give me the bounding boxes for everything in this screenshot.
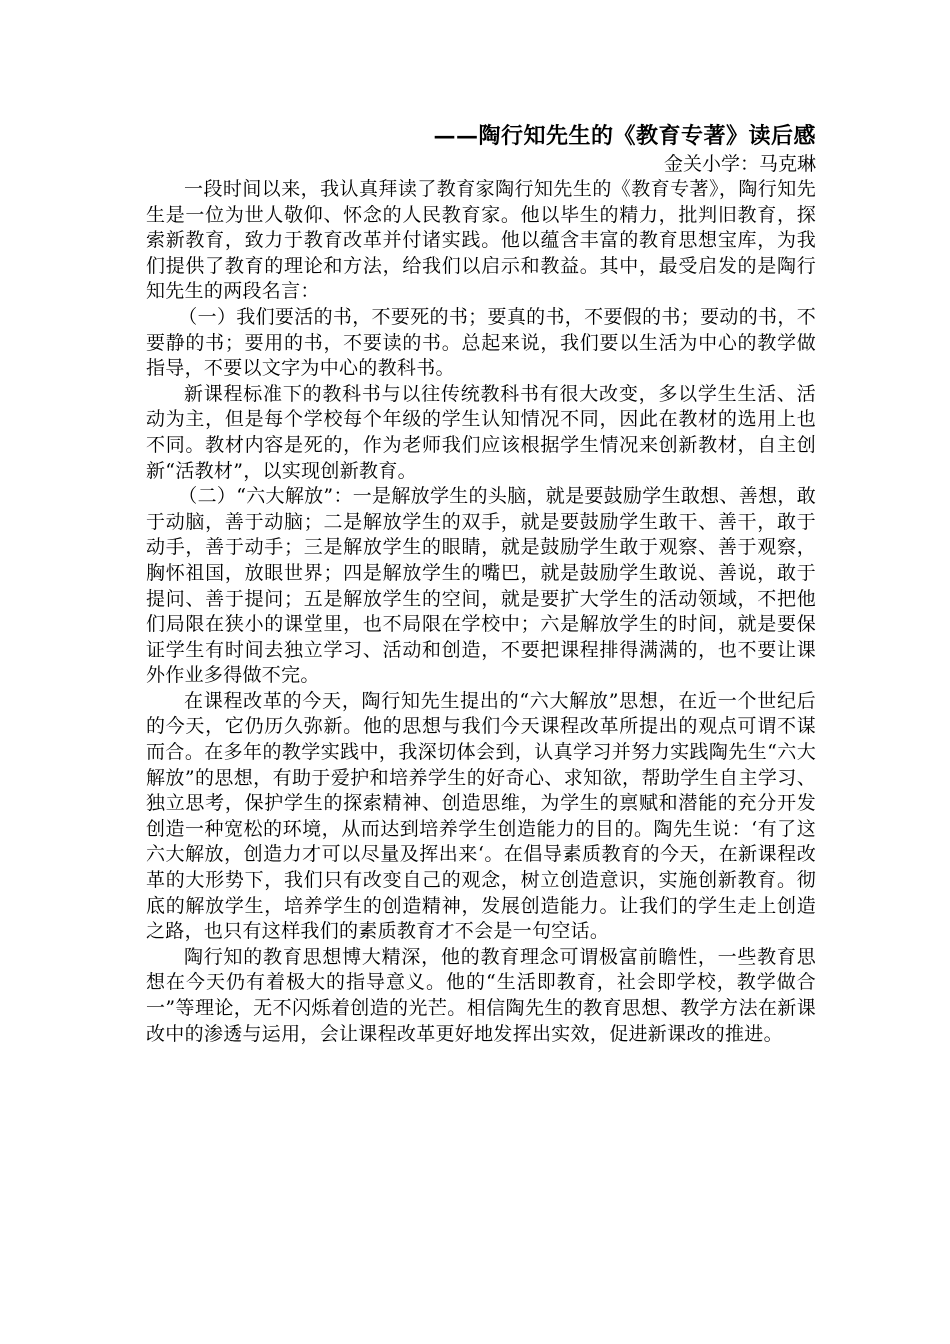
- paragraph-quote-one: （一）我们要活的书，不要死的书；要真的书，不要假的书；要动的书，不要静的书；要用的书，不要读的书。总起来说，我们要以生活为中心的教学做指导，不要以文字为中心的教科书。: [146, 305, 816, 380]
- author-line: 金关小学：马克琳: [663, 153, 816, 175]
- document-page: [146, 120, 816, 1047]
- paragraph-textbook: 新课程标准下的教科书与以往传统教科书有很大改变，多以学生生活、活动为主，但是每个学校每个年级的学生认知情况不同，因此在教材的选用上也不同。教材内容是死的，作为老师我们应该根据学生情况来创新教材，自主创新“活教材”，以实现创新教育。: [146, 382, 816, 482]
- paragraph-six-liberations: （二）“六大解放”：一是解放学生的头脑，就是要鼓励学生敢想、善想，敢于动脑，善于动脑；二是解放学生的双手，就是要鼓励学生敢干、善干，敢于动手，善于动手；三是解放学生的眼睛，就是鼓励学生敢于观察、善于观察，胸怀祖国，放眼世界；四是解放学生的嘴巴，就是鼓励学生敢说、善说，敢于提问、善于提问；五是解放学生的空间，就是要扩大学生的活动领域，不把他们局限在狭小的课堂里，也不局限在学校中；六是解放学生的时间，就是要保证学生有时间去独立学习、活动和创造，不要把课程排得满满的，也不要让课外作业多得做不完。: [146, 485, 816, 687]
- paragraph-conclusion: 陶行知的教育思想博大精深，他的教育理念可谓极富前瞻性，一些教育思想在今天仍有着极大的指导意义。他的“生活即教育，社会即学校，教学做合一”等理论，无不闪烁着创造的光芒。相信陶先生的教育思想、教学方法在新课改中的渗透与运用，会让课程改革更好地发挥出实效，促进新课改的推进。: [146, 945, 816, 1045]
- document-title: ——陶行知先生的《教育专著》读后感: [433, 123, 816, 149]
- paragraph-intro: 一段时间以来，我认真拜读了教育家陶行知先生的《教育专著》，陶行知先生是一位为世人敬仰、怀念的人民教育家。他以毕生的精力，批判旧教育，探索新教育，致力于教育改革并付诸实践。他以蕴含丰富的教育思想宝库，为我们提供了教育的理论和方法，给我们以启示和教益。其中，最受启发的是陶行知先生的两段名言：: [146, 178, 816, 303]
- paragraph-reform: 在课程改革的今天，陶行知先生提出的“六大解放”思想，在近一个世纪后的今天，它仍历久弥新。他的思想与我们今天课程改革所提出的观点可谓不谋而合。在多年的教学实践中，我深切体会到，认真学习并努力实践陶先生“六大解放”的思想，有助于爱护和培养学生的好奇心、求知欲，帮助学生自主学习、独立思考，保护学生的探索精神、创造思维，为学生的禀赋和潜能的充分开发创造一种宽松的环境，从而达到培养学生创造能力的目的。陶先生说：‘有了这六大解放，创造力才可以尽量及挥出来‘。在倡导素质教育的今天，在新课程改革的大形势下，我们只有改变自己的观念，树立创造意识，实施创新教育。彻底的解放学生，培养学生的创造精神，发展创造能力。让我们的学生走上创造之路，也只有这样我们的素质教育才不会是一句空话。: [146, 689, 816, 943]
